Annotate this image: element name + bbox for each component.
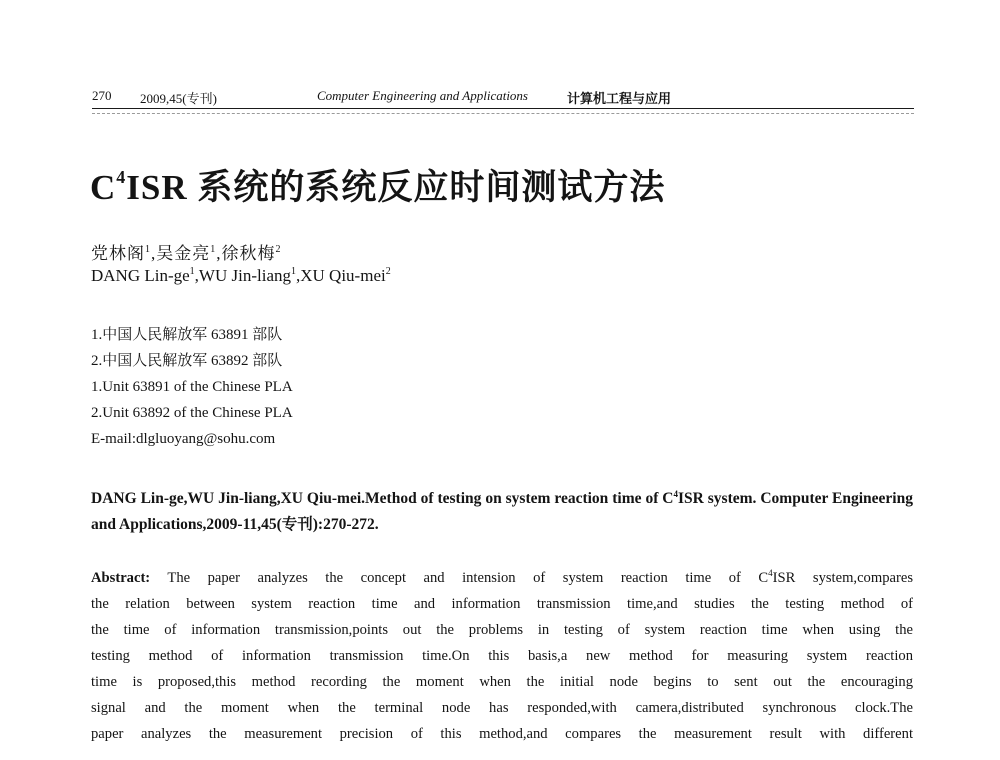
page-number: 270 <box>92 88 112 103</box>
running-header <box>92 86 914 109</box>
author-2-en-affil: 1 <box>291 266 296 277</box>
author-3-cn-affil: 2 <box>275 244 282 255</box>
author-1-cn: 党林阁 <box>91 244 145 263</box>
abstract-line-1-a: The paper analyzes the concept and intension of system reaction time of C <box>150 570 769 586</box>
author-2-cn: ,吴金亮 <box>151 244 211 263</box>
journal-name-cn: 计算机工程与应用 <box>567 91 672 106</box>
title-rest: ISR 系统的系统反应时间测试方法 <box>126 168 666 207</box>
author-3-cn: ,徐秋梅 <box>216 244 276 263</box>
author-1-en-affil: 1 <box>189 266 195 277</box>
affiliations <box>91 322 293 452</box>
title-superscript: 4 <box>116 167 127 187</box>
author-3-en-affil: 2 <box>385 266 391 277</box>
abstract-line-3: the time of information transmission,points out the problems in testing of system reaction time when using the <box>91 622 913 638</box>
abstract-line-4: testing method of information transmission time.On this basis,a new method for measuring system reaction <box>91 648 913 664</box>
citation-superscript: 4 <box>673 489 678 499</box>
authors-chinese <box>91 239 282 264</box>
affiliation-2-en: 2.Unit 63892 of the Chinese PLA <box>91 405 293 421</box>
citation <box>91 486 913 538</box>
affiliation-2-cn: 2.中国人民解放军 63892 部队 <box>91 353 283 369</box>
citation-part-2: ISR system. Computer Engineering and Applications,2009-11,45(专刊):270-272. <box>91 490 913 533</box>
authors-english <box>91 266 391 286</box>
header-divider <box>92 113 914 114</box>
affiliation-1-cn: 1.中国人民解放军 63891 部队 <box>91 327 283 343</box>
author-1-en: DANG Lin-ge <box>91 266 190 285</box>
abstract-line-2: the relation between system reaction time and information transmission time,and studies the testing method of <box>91 596 913 612</box>
paper-title <box>90 160 665 210</box>
author-2-en: ,WU Jin-liang <box>194 266 291 285</box>
abstract-line-1-superscript: 4 <box>768 568 773 578</box>
abstract-line-6: signal and the moment when the terminal node has responded,with camera,distributed synchronous clock.The <box>91 700 913 716</box>
title-prefix: C <box>90 168 117 207</box>
abstract <box>91 565 913 747</box>
citation-part-1: DANG Lin-ge,WU Jin-liang,XU Qiu-mei.Method of testing on system reaction time of C <box>91 490 674 507</box>
abstract-line-1 <box>91 565 913 591</box>
abstract-label: Abstract: <box>91 570 151 586</box>
abstract-line-1-b: ISR system,compares <box>772 570 913 586</box>
author-1-cn-affil: 1 <box>145 244 151 255</box>
author-3-en: ,XU Qiu-mei <box>296 266 386 285</box>
abstract-line-7: paper analyzes the measurement precision of this method,and compares the measurement result with different <box>91 726 913 742</box>
author-2-cn-affil: 1 <box>210 244 217 255</box>
author-email: E-mail:dlgluoyang@sohu.com <box>91 431 276 447</box>
affiliation-1-en: 1.Unit 63891 of the Chinese PLA <box>91 379 293 395</box>
journal-name-en: Computer Engineering and Applications <box>317 88 528 103</box>
abstract-line-5: time is proposed,this method recording the moment when the initial node begins to sent out the encouraging <box>91 674 913 690</box>
issue-info: 2009,45(专刊) <box>140 91 217 106</box>
